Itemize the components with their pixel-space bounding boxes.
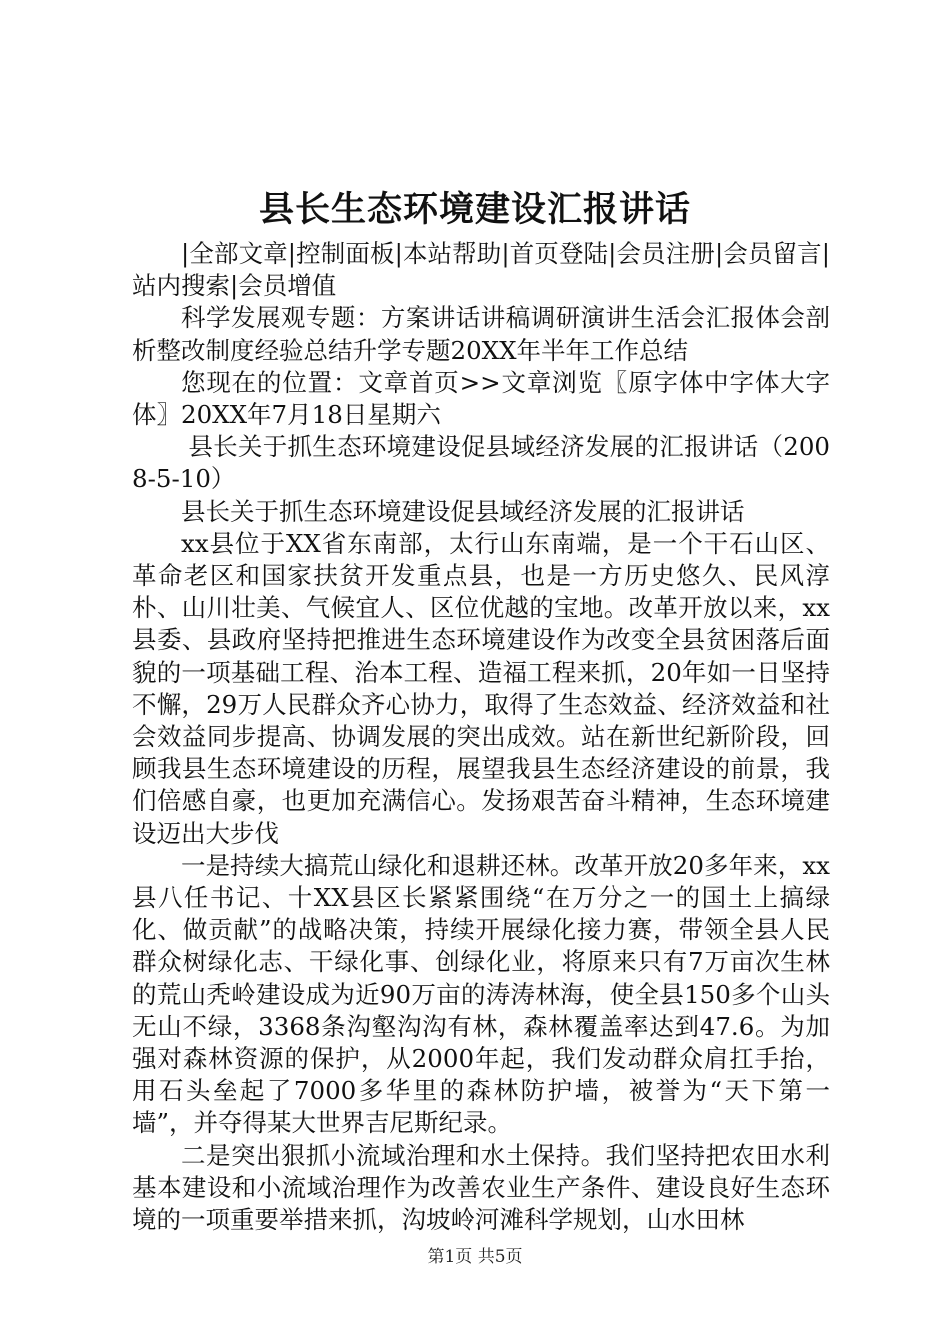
page-footer: 第1页 共5页 (427, 1247, 523, 1267)
site-nav-line: |全部文章|控制面板|本站帮助|首页登陆|会员注册|会员留言|站内搜索|会员增值 (132, 239, 830, 301)
topic-line: 科学发展观专题：方案讲话讲稿调研演讲生活会汇报体会剖析整改制度经验总结升学专题20XX年半年工作总结 (132, 303, 830, 365)
document-title: 县长生态环境建设汇报讲话 (258, 189, 691, 230)
location-line: 您现在的位置：文章首页>>文章浏览〖原字体中字体大字体〗20XX年7月18日星期六 (132, 367, 830, 430)
article-heading: 县长关于抓生态环境建设促县域经济发展的汇报讲话（2008-5-10） (132, 432, 830, 494)
body-paragraph: 一是持续大搞荒山绿化和退耕还林。改革开放20多年来，xx县八任书记、十XX县区长紧紧围绕“在万分之一的国土上搞绿化、做贡献”的战略决策，持续开展绿化接力赛，带领全县人民群众树绿化志、干绿化事、创绿化业，将原来只有7万亩次生林的荒山秃岭建设成为近90万亩的涛涛林海，使全县150多个山头无山不绿，3368条沟壑沟沟有林，森林覆盖率达到47.6。为加强对森林资源的保护，从2000年起，我们发动群众肩扛手抬，用石头垒起了7000多华里的森林防护墙，被誉为“天下第一墙”，并夺得某大世界吉尼斯纪录。 (132, 850, 830, 1138)
article-subtitle: 县长关于抓生态环境建设促县域经济发展的汇报讲话 (181, 496, 745, 526)
document-body (132, 238, 830, 1236)
body-paragraph: xx县位于XX省东南部，太行山东南端，是一个干石山区、革命老区和国家扶贫开发重点县，也是一方历史悠久、民风淳朴、山川壮美、气候宜人、区位优越的宝地。改革开放以来，xx县委、县政府坚持把推进生态环境建设作为改变全县贫困落后面貌的一项基础工程、治本工程、造福工程来抓，20年如一日坚持不懈，29万人民群众齐心协力，取得了生态效益、经济效益和社会效益同步提高、协调发展的突出成效。站在新世纪新阶段，回顾我县生态环境建设的历程，展望我县生态经济建设的前景，我们倍感自豪，也更加充满信心。发扬艰苦奋斗精神，生态环境建设迈出大步伐 (132, 528, 830, 848)
body-paragraph: 二是突出狠抓小流域治理和水土保持。我们坚持把农田水利基本建设和小流域治理作为改善农业生产条件、建设良好生态环境的一项重要举措来抓，沟坡岭河滩科学规划，山水田林 (132, 1140, 830, 1235)
